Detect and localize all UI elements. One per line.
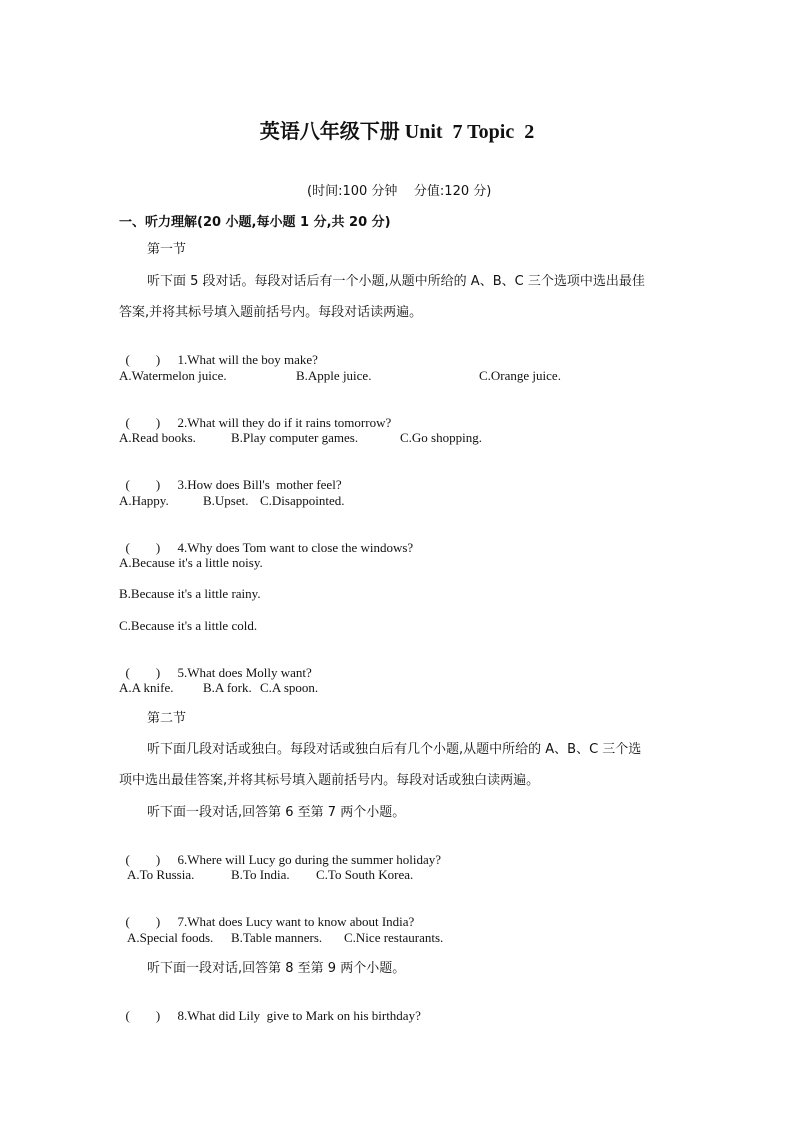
- question-3: [119, 461, 342, 493]
- answer-paren[interactable]: ( ): [125, 665, 161, 680]
- question-text: 4.Why does Tom want to close the windows?: [177, 540, 414, 555]
- q5-option-b: B.A fork.: [203, 680, 252, 695]
- answer-paren[interactable]: ( ): [125, 415, 161, 430]
- q6-option-c: C.To South Korea.: [316, 867, 414, 882]
- part1-instructions-line1: 听下面 5 段对话。每段对话后有一个小题,从题中所给的 A、B、C 三个选项中选出最佳: [147, 274, 645, 289]
- dialog1-intro: 听下面一段对话,回答第 6 至第 7 两个小题。: [147, 805, 406, 820]
- q7-option-a: A.Special foods.: [127, 930, 214, 945]
- question-7: [119, 898, 414, 930]
- q2-option-c: C.Go shopping.: [400, 430, 482, 445]
- q6-option-b: B.To India.: [231, 867, 290, 882]
- q3-option-b: B.Upset.: [203, 493, 249, 508]
- q2-option-b: B.Play computer games.: [231, 430, 359, 445]
- part2-instructions-line1: 听下面几段对话或独白。每段对话或独白后有几个小题,从题中所给的 A、B、C 三个选: [147, 742, 642, 757]
- part2-label: 第二节: [147, 711, 187, 726]
- q5-option-a: A.A knife.: [119, 680, 174, 695]
- q7-option-c: C.Nice restaurants.: [344, 930, 444, 945]
- question-text: 3.How does Bill's mother feel?: [177, 477, 342, 492]
- answer-paren[interactable]: ( ): [125, 477, 161, 492]
- part2-instructions-line2: 项中选出最佳答案,并将其标号填入题前括号内。每段对话或独白读两遍。: [119, 773, 540, 788]
- q4-option-b: B.Because it's a little rainy.: [119, 586, 261, 601]
- question-1: [119, 336, 318, 368]
- page-title: 英语八年级下册 Unit 7 Topic 2: [259, 121, 535, 143]
- q3-option-c: C.Disappointed.: [260, 493, 345, 508]
- answer-paren[interactable]: ( ): [125, 914, 161, 929]
- question-2: [119, 399, 391, 431]
- question-4: [119, 524, 413, 556]
- question-text: 8.What did Lily give to Mark on his birthday?: [177, 1008, 421, 1023]
- question-5: [119, 649, 312, 681]
- part1-instructions-line2: 答案,并将其标号填入题前括号内。每段对话读两遍。: [119, 305, 423, 320]
- answer-paren[interactable]: ( ): [125, 1008, 161, 1023]
- q3-option-a: A.Happy.: [119, 493, 169, 508]
- question-text: 6.Where will Lucy go during the summer holiday?: [177, 852, 442, 867]
- q1-option-a: A.Watermelon juice.: [119, 368, 227, 383]
- question-8: [119, 992, 421, 1024]
- question-6: [119, 836, 441, 868]
- answer-paren[interactable]: ( ): [125, 540, 161, 555]
- time-score-info: (时间:100 分钟 分值:120 分): [307, 184, 492, 199]
- q2-option-a: A.Read books.: [119, 430, 196, 445]
- question-text: 1.What will the boy make?: [177, 352, 318, 367]
- q4-option-c: C.Because it's a little cold.: [119, 618, 258, 633]
- question-text: 2.What will they do if it rains tomorrow?: [177, 415, 392, 430]
- answer-paren[interactable]: ( ): [125, 852, 161, 867]
- question-text: 7.What does Lucy want to know about India?: [177, 914, 415, 929]
- q1-option-b: B.Apple juice.: [296, 368, 372, 383]
- answer-paren[interactable]: ( ): [125, 352, 161, 367]
- q4-option-a: A.Because it's a little noisy.: [119, 555, 263, 570]
- section-heading: 一、听力理解(20 小题,每小题 1 分,共 20 分): [119, 215, 391, 230]
- q1-option-c: C.Orange juice.: [479, 368, 561, 383]
- dialog2-intro: 听下面一段对话,回答第 8 至第 9 两个小题。: [147, 961, 406, 976]
- q7-option-b: B.Table manners.: [231, 930, 323, 945]
- q6-option-a: A.To Russia.: [127, 867, 195, 882]
- question-text: 5.What does Molly want?: [177, 665, 312, 680]
- part1-label: 第一节: [147, 242, 187, 257]
- q5-option-c: C.A spoon.: [260, 680, 319, 695]
